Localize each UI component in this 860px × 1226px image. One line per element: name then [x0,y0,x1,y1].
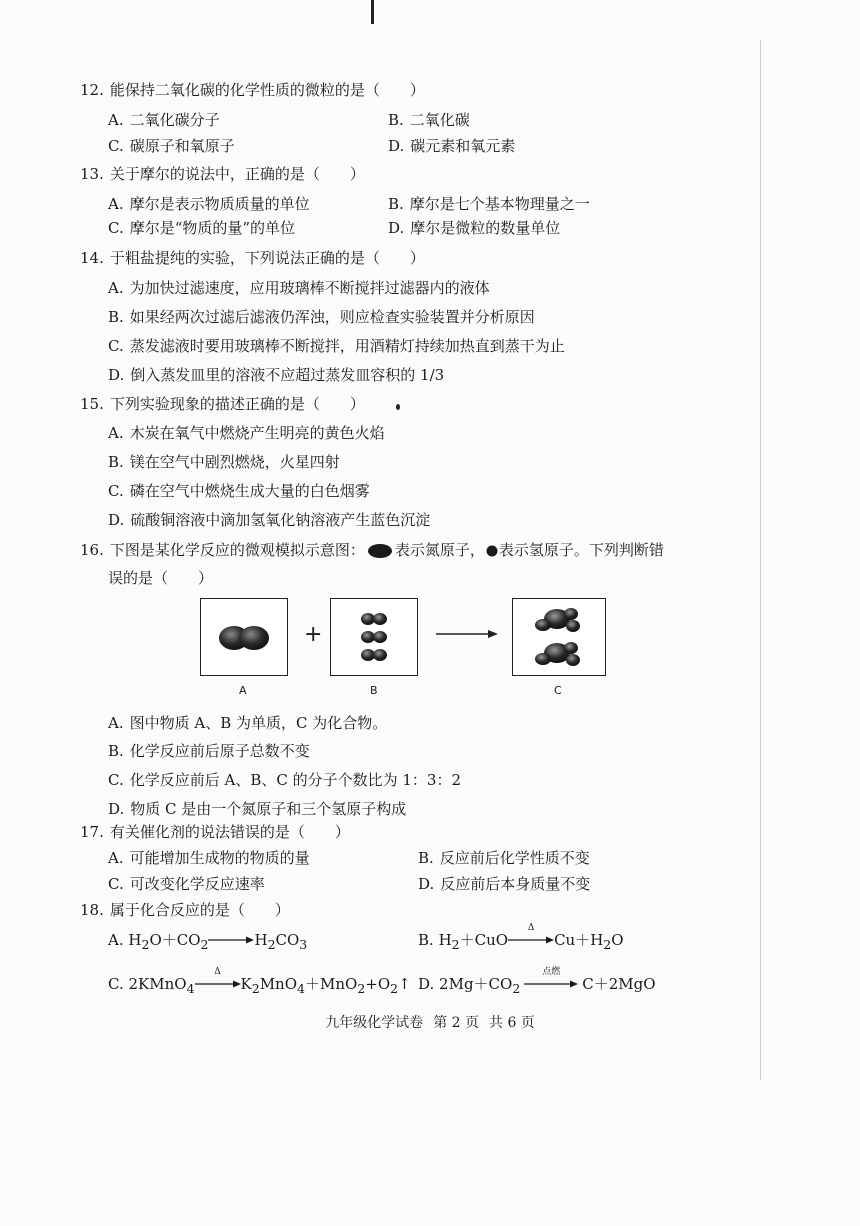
question-text: 有关催化剂的说法错误的是（ ） [109,823,350,841]
equation-d: $2Mg+CO_2$ 点燃 C＋2MgO [439,975,656,993]
question-number: 15. [80,395,104,413]
heat-condition: Δ [527,923,535,933]
option-18-a[interactable] [108,930,307,955]
option-letter: B. [388,195,404,213]
option-text: 物质 C 是由一个氮原子和三个氢原子构成 [130,800,407,818]
option-text: 反应前后化学性质不变 [439,849,590,867]
question-13 [80,164,365,184]
scan-mark [371,0,374,24]
equation-c: 2KMnO$_4$ Δ $K_2MnO_4+MnO_2+O_2↑$ [129,975,411,993]
option-12-c[interactable] [108,136,235,156]
option-letter: D. [418,875,435,893]
question-number: 14. [80,249,104,267]
footer-title: 九年级化学试卷 [325,1015,424,1031]
option-18-b[interactable] [418,923,624,955]
question-15 [80,394,365,414]
option-text: 碳原子和氧原子 [129,137,235,155]
option-text: 木炭在氧气中燃烧产生明亮的黄色火焰 [129,424,385,442]
option-letter: C. [108,875,124,893]
ammonia-molecules-icon [513,599,605,675]
option-letter: C. [108,337,124,355]
option-letter: B. [418,931,434,949]
option-15-a[interactable] [108,423,385,443]
option-letter: C. [108,137,124,155]
option-letter: D. [388,219,405,237]
option-15-c[interactable] [108,481,370,501]
option-text: 摩尔是七个基本物理量之一 [409,195,590,213]
option-letter: A. [108,931,124,949]
question-text-part: 下图是某化学反应的微观模拟示意图： [109,541,365,559]
option-text: 图中物质 A、B 为单质，C 为化合物。 [129,714,388,732]
footer-total: 共 6 页 [489,1015,535,1031]
option-15-b[interactable] [108,452,340,472]
option-16-d[interactable] [108,799,406,819]
option-letter: B. [108,742,124,760]
question-text [110,540,664,560]
molecule-box-c [512,598,606,676]
option-18-d[interactable] [418,967,656,999]
molecule-box-a [200,598,288,676]
option-14-d[interactable] [108,365,444,385]
option-14-a[interactable] [108,278,490,298]
option-letter: B. [108,453,124,471]
option-text: 碳元素和氧元素 [410,137,516,155]
option-text: 化学反应前后 A、B、C 的分子个数比为 1：3：2 [129,771,461,789]
option-letter: B. [108,308,124,326]
option-13-d[interactable] [388,218,560,238]
option-12-a[interactable] [108,110,220,130]
question-number: 13. [80,165,104,183]
option-letter: C. [108,975,124,993]
option-16-c[interactable] [108,770,461,790]
equation-b: $H_2+CuO$ Δ $Cu+H_2O$ [439,931,624,949]
reaction-diagram [200,598,620,700]
reaction-arrow-icon [195,967,241,994]
option-letter: A. [108,714,124,732]
question-number: 16. [80,541,104,559]
label-b: B [370,684,378,697]
hydrogen-atom-icon [485,544,499,558]
question-number: 18. [80,901,104,919]
option-text: 镁在空气中剧烈燃烧，火星四射 [129,453,340,471]
question-16-cont [108,568,213,588]
option-letter: D. [108,366,125,384]
option-12-d[interactable] [388,136,515,156]
question-14 [80,248,425,268]
question-text-part: 表示氮原子， [394,541,485,559]
option-text: 二氧化碳 [409,111,470,129]
option-15-d[interactable] [108,510,430,530]
option-13-b[interactable] [388,194,590,214]
footer-page: 第 2 页 [433,1015,479,1031]
question-17 [80,822,350,842]
option-letter: C. [108,482,124,500]
option-text: 化学反应前后原子总数不变 [129,742,310,760]
question-text: 属于化合反应的是（ ） [109,901,290,919]
option-text: 可能增加生成物的物质的量 [129,849,310,867]
scan-speck [396,404,400,410]
nitrogen-atom-icon [365,543,395,559]
option-14-b[interactable] [108,307,535,327]
question-text: 误的是（ ） [108,569,214,587]
question-text: 于粗盐提纯的实验，下列说法正确的是（ ） [109,249,425,267]
nitrogen-molecule-icon [201,599,287,675]
question-number: 17. [80,823,104,841]
question-text: 关于摩尔的说法中，正确的是（ ） [109,165,365,183]
option-17-c[interactable] [108,874,265,894]
option-13-a[interactable] [108,194,310,214]
question-16 [80,540,664,560]
reaction-arrow-icon [524,967,578,994]
heat-condition: Δ [214,967,221,977]
plus-sign: + [304,622,323,647]
question-12 [80,80,425,100]
option-18-c[interactable] [108,967,411,999]
option-letter: D. [418,975,435,993]
question-number: 12. [80,81,104,99]
question-18 [80,900,290,920]
option-letter: C. [108,219,124,237]
option-text: 摩尔是“物质的量”的单位 [129,219,296,237]
option-text: 如果经两次过滤后滤液仍浑浊，则应检查实验装置并分析原因 [129,308,535,326]
margin-line [760,40,761,1080]
option-letter: A. [108,424,124,442]
label-a: A [239,684,247,697]
option-letter: A. [108,279,124,297]
option-text: 磷在空气中燃烧生成大量的白色烟雾 [129,482,370,500]
option-16-b[interactable] [108,741,310,761]
ignite-condition: 点燃 [542,967,561,977]
reaction-arrow-icon [208,930,254,950]
label-c: C [554,684,562,697]
option-14-c[interactable] [108,336,565,356]
option-letter: D. [108,800,125,818]
equation-a: $H_2O+CO_2$ $H_2CO_3$ [128,931,308,952]
molecule-box-b [330,598,418,676]
option-letter: B. [418,849,434,867]
option-17-d[interactable] [418,874,590,894]
option-text: 可改变化学反应速率 [129,875,265,893]
option-text: 蒸发滤液时要用玻璃棒不断搅拌，用酒精灯持续加热直到蒸干为止 [129,337,565,355]
option-letter: B. [388,111,404,129]
option-letter: A. [108,195,124,213]
option-letter: A. [108,849,124,867]
option-17-a[interactable] [108,848,310,868]
option-letter: A. [108,111,124,129]
question-text: 下列实验现象的描述正确的是（ ） [109,395,365,413]
option-12-b[interactable] [388,110,470,130]
reaction-arrow-icon [508,923,554,950]
option-text: 摩尔是微粒的数量单位 [410,219,561,237]
reaction-arrow-icon [436,626,498,642]
page-footer [0,1012,860,1032]
question-text-part: 表示氢原子。下列判断错 [498,541,664,559]
option-text: 硫酸铜溶液中滴加氢氧化钠溶液产生蓝色沉淀 [130,511,431,529]
option-17-b[interactable] [418,848,590,868]
hydrogen-molecules-icon [331,599,417,675]
option-text: 倒入蒸发皿里的溶液不应超过蒸发皿容积的 1/3 [130,366,445,384]
option-text: 摩尔是表示物质质量的单位 [129,195,310,213]
option-letter: D. [108,511,125,529]
question-text: 能保持二氧化碳的化学性质的微粒的是（ ） [109,81,425,99]
option-text: 为加快过滤速度，应用玻璃棒不断搅拌过滤器内的液体 [129,279,490,297]
option-16-a[interactable] [108,713,387,733]
option-13-c[interactable] [108,218,295,238]
option-text: 反应前后本身质量不变 [440,875,591,893]
option-text: 二氧化碳分子 [129,111,220,129]
option-letter: D. [388,137,405,155]
option-letter: C. [108,771,124,789]
